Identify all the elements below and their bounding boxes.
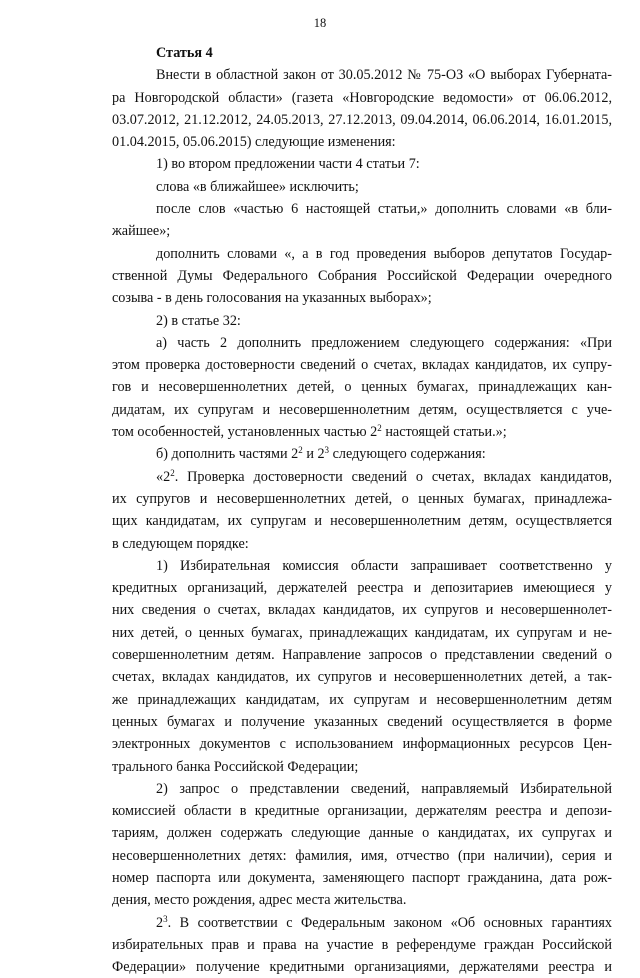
text-line: комиссией области в кредитные организации, держателям реестра и депози- <box>112 803 612 820</box>
text-line: 01.04.2015, 05.06.2015) следующие изменения: <box>112 134 396 151</box>
text-line: в следующем порядке: <box>112 535 249 552</box>
body-lines <box>112 64 612 978</box>
text-line: том особенностей, установленных частью $2^2$ настоящей статьи.»; <box>112 423 507 441</box>
text-line: щих кандидатам, их супругам и несовершеннолетним детям, осуществляется <box>112 513 612 530</box>
superscript: 2 <box>170 467 175 478</box>
text-line: совершеннолетним детям. Направление запросов о представлении сведений о <box>112 647 612 664</box>
text-line: «$2^2$. Проверка достоверности сведений о счетах, вкладах кандидатов, <box>156 467 612 485</box>
text-line: $2^3$. В соответствии с Федеральным законом «Об основных гарантиях <box>156 913 612 931</box>
text-line: избирательных прав и права на участие в референдуме граждан Российской <box>112 936 612 953</box>
text-line: этом проверка достоверности сведений о счетах, вкладах кандидатов, их супру- <box>112 357 612 374</box>
document-body <box>112 42 612 978</box>
superscript: 3 <box>163 913 168 924</box>
text-line: несовершеннолетних детях: фамилия, имя, отчество (при наличии), серия и <box>112 847 612 864</box>
text-line: кредитных организаций, держателей реестра и депозитариев имеющиеся у <box>112 580 612 597</box>
text-line: гов и несовершеннолетних детей, о ценных бумагах, принадлежащих кан- <box>112 379 612 396</box>
text-line: 1) во втором предложении части 4 статьи 7: <box>156 156 420 173</box>
superscript: 2 <box>298 445 303 456</box>
text-line: а) часть 2 дополнить предложением следующего содержания: «При <box>156 334 612 351</box>
text-line: ра Новгородской области» (газета «Новгородские ведомости» от 06.06.2012, <box>112 89 612 106</box>
text-line: тариям, должен содержать следующие данные о кандидатах, их супругах и <box>112 825 612 842</box>
text-line: 1) Избирательная комиссия области запрашивает соответственно у <box>156 557 612 574</box>
text-line: 03.07.2012, 21.12.2012, 24.05.2013, 27.12.2013, 09.04.2014, 06.06.2014, 16.01.2015, <box>112 111 612 128</box>
text-line: созыва - в день голосования на указанных выборах»; <box>112 290 432 307</box>
text-line: жайшее»; <box>112 223 171 240</box>
text-line: их супругов и несовершеннолетних детей, о ценных бумагах, принадлежа- <box>112 490 612 507</box>
text-line: дополнить словами «, а в год проведения выборов депутатов Государ- <box>156 245 612 262</box>
text-line: ственной Думы Федерального Собрания Российской Федерации очередного <box>112 267 612 284</box>
text-line: же принадлежащих кандидатам, их супругам и несовершеннолетним детям <box>112 691 612 708</box>
text-line: б) дополнить частями $2^2$ и $2^3$ следующего содержания: <box>156 445 486 463</box>
text-line: слова «в ближайшее» исключить; <box>156 178 359 195</box>
superscript: 2 <box>377 423 382 434</box>
text-line: счетах, вкладах кандидатов, их супругов и несовершеннолетних детей, а так- <box>112 669 612 686</box>
text-line: 2) в статье 32: <box>156 312 241 329</box>
text-line: после слов «частью 6 настоящей статьи,» дополнить словами «в бли- <box>156 201 612 218</box>
superscript: 3 <box>324 445 330 456</box>
article-title: Статья 4 <box>156 45 213 61</box>
text-line: дидатам, их супругам и несовершеннолетним детям, осуществляется с уче- <box>112 401 612 418</box>
text-line: них сведения о счетах, вкладах кандидатов, их супругов и несовершеннолет- <box>112 602 612 619</box>
text-line: Внести в областной закон от 30.05.2012 № 75-ОЗ «О выборах Губерната- <box>156 67 612 84</box>
text-line: трального банка Российской Федерации; <box>112 758 359 775</box>
text-line: дения, место рождения, адрес места жительства. <box>112 892 407 909</box>
text-line: ценных бумагах и получение указанных сведений осуществляется в форме <box>112 713 612 730</box>
text-line: электронных документов с использованием информационных ресурсов Цен- <box>112 736 612 753</box>
page-number: 18 <box>313 16 327 30</box>
text-line: номер паспорта или документа, заменяющего паспорт гражданина, дата рож- <box>112 869 612 886</box>
text-line: них детей, о ценных бумагах, принадлежащих кандидатам, их супругам и не- <box>112 624 612 641</box>
text-line: 2) запрос о представлении сведений, направляемый Избирательной <box>156 780 612 797</box>
text-line: Федерации» получение кредитными организациями, держателями реестра и <box>112 959 612 976</box>
